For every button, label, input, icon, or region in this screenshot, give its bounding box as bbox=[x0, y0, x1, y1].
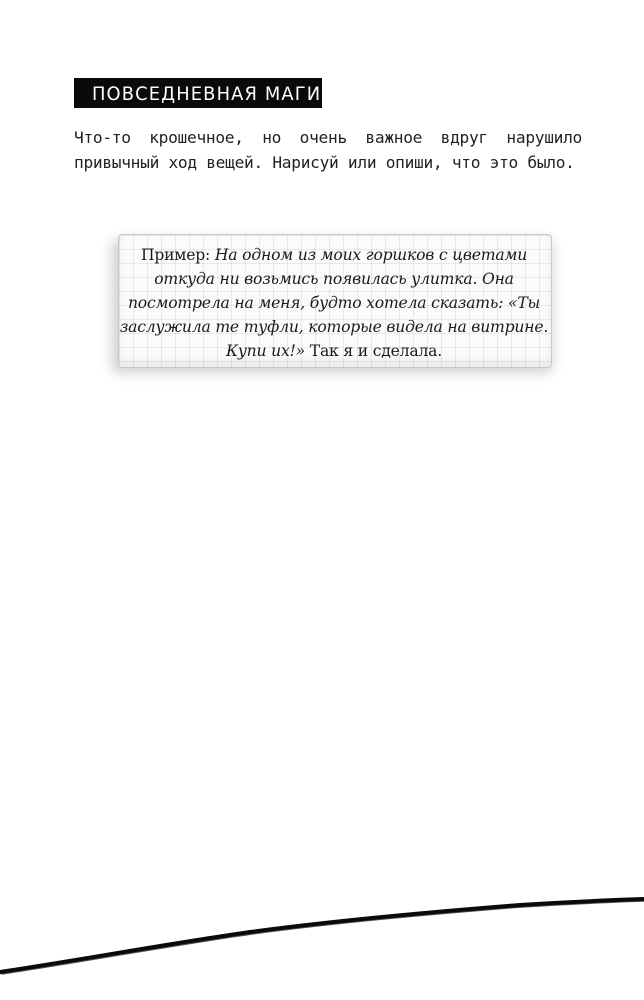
example-text bbox=[118, 243, 550, 363]
ground-line-texture bbox=[2, 901, 644, 974]
section-heading: ПОВСЕДНЕВНАЯ МАГИЯ bbox=[92, 83, 335, 105]
example-body: На одном из моих горшков с цветами откуда ни возьмись появилась улитка. Она посмотрела на меня, будто хотела сказать: «Ты заслужила те туфли, которые видела на витрине. Купи их!» bbox=[119, 246, 549, 360]
exercise-prompt: Что-то крошечное, но очень важное вдруг нарушило привычный ход вещей. Нарисуй или опиши, что это было. bbox=[74, 128, 582, 172]
example-tail: Так я и сделала. bbox=[309, 342, 443, 360]
ground-line-stroke bbox=[0, 899, 644, 972]
example-label: Пример: bbox=[140, 246, 215, 264]
